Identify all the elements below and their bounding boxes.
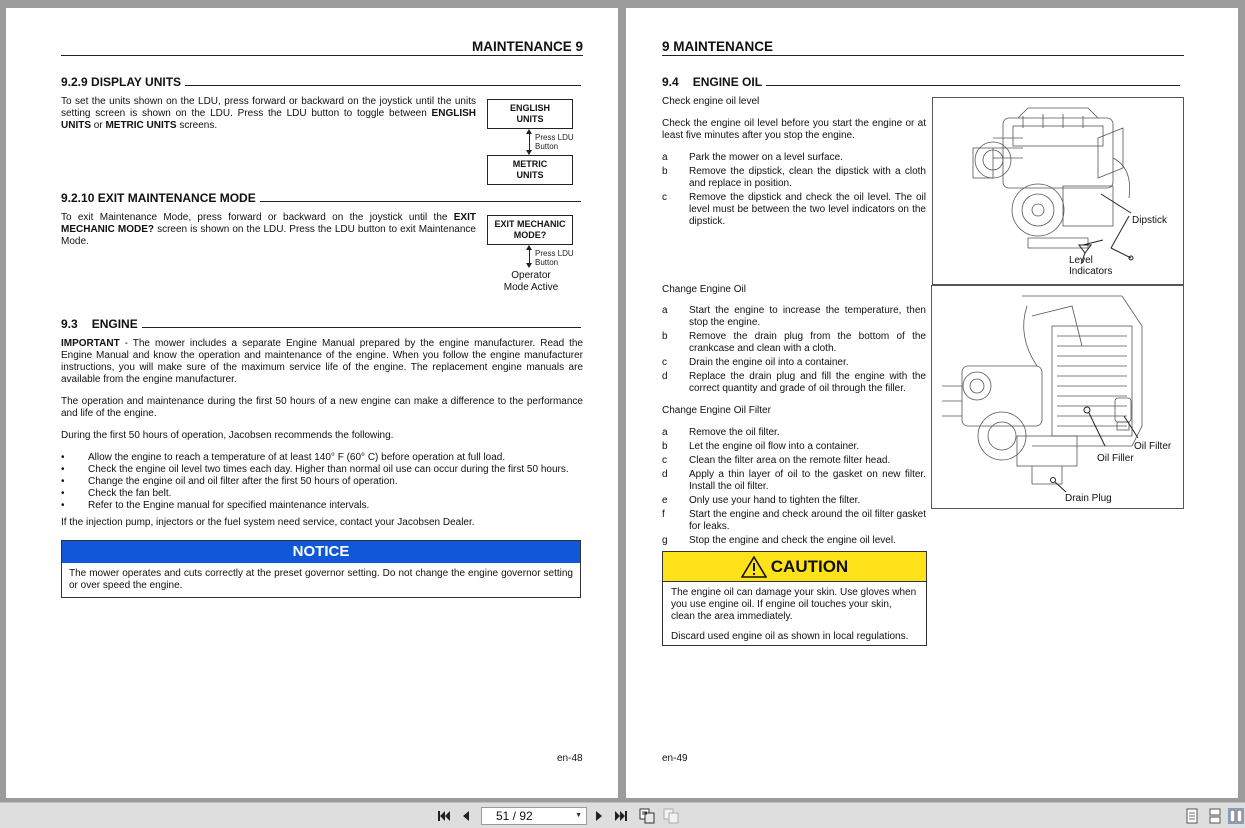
engine-para-4: If the injection pump, injectors or the fuel system need service, contact your Jacobsen Dealer. bbox=[61, 517, 475, 528]
check-oil-intro: Check the engine oil level before you start the engine or at least five minutes after you stop the engine. bbox=[662, 118, 926, 141]
caution-text-1: The engine oil can damage your skin. Use gloves when you use engine oil. If engine oil touches your skin, clean the area immediately. bbox=[671, 587, 917, 622]
first-page-icon bbox=[437, 810, 451, 822]
two-page-view-button[interactable] bbox=[1228, 808, 1244, 824]
continuous-view-button[interactable] bbox=[1207, 808, 1223, 824]
chevron-down-icon: ▼ bbox=[575, 812, 582, 819]
engine-dipstick-figure bbox=[932, 97, 1184, 285]
notice-body: The mower operates and cuts correctly at the preset governor setting. Do not change the engine governor setting or over speed the engine. bbox=[69, 568, 573, 591]
caution-text-2: Discard used engine oil as shown in local regulations. bbox=[671, 631, 909, 642]
section-title-exit-maintenance: 9.2.10 EXIT MAINTENANCE MODE bbox=[61, 191, 581, 205]
copy-disabled-icon bbox=[663, 808, 679, 824]
prev-page-icon bbox=[461, 810, 471, 822]
notice-box bbox=[61, 540, 581, 598]
engine-para-3: During the first 50 hours of operation, Jacobsen recommends the following. bbox=[61, 430, 394, 441]
oil-filter-label: Oil Filter bbox=[1134, 441, 1172, 452]
single-page-view-button[interactable] bbox=[1184, 808, 1200, 824]
change-oil-steps bbox=[662, 305, 926, 397]
right-page bbox=[626, 8, 1238, 798]
caution-body bbox=[663, 582, 926, 656]
list-item: • Refer to the Engine manual for specified maintenance intervals. bbox=[61, 500, 370, 511]
list-item: b Remove the dipstick, clean the dipstick with a cloth and replace in position. bbox=[662, 166, 926, 189]
change-oil-heading: Change Engine Oil bbox=[662, 284, 746, 295]
list-item: d Replace the drain plug and fill the engine with the correct quantity and grade of oil through the filler. bbox=[662, 371, 926, 394]
next-page-button[interactable] bbox=[591, 808, 607, 824]
operator-mode-active-label: Operator Mode Active bbox=[503, 270, 559, 293]
list-item: • Change the engine oil and oil filter after the first 50 hours of operation. bbox=[61, 476, 398, 487]
copy-button[interactable] bbox=[639, 808, 655, 824]
section-title-engine: 9.3 ENGINE bbox=[61, 317, 581, 331]
copy-icon bbox=[639, 808, 655, 824]
viewer-toolbar bbox=[0, 802, 1245, 828]
page-indicator-value: 51 / 92 bbox=[496, 809, 533, 823]
list-item: e Only use your hand to tighten the filter. bbox=[662, 495, 861, 506]
dipstick-label: Dipstick bbox=[1132, 215, 1168, 226]
caution-title: CAUTION bbox=[770, 556, 849, 576]
continuous-view-icon bbox=[1209, 808, 1221, 824]
two-page-view-icon bbox=[1229, 809, 1243, 823]
level-indicators-label: Level Indicators bbox=[1069, 255, 1113, 277]
list-item: c Drain the engine oil into a container. bbox=[662, 357, 849, 368]
page-number: en-49 bbox=[662, 753, 688, 764]
section-title-engine-oil: 9.4 ENGINE OIL bbox=[662, 75, 1180, 89]
notice-title: NOTICE bbox=[62, 541, 580, 563]
caution-box bbox=[662, 551, 927, 646]
single-page-view-icon bbox=[1186, 808, 1198, 824]
change-filter-heading: Change Engine Oil Filter bbox=[662, 405, 771, 416]
list-item: c Remove the dipstick and check the oil level. The oil level must be between the two level indicators on the dipstick. bbox=[662, 192, 926, 227]
header-rule bbox=[662, 55, 1184, 56]
flow-arrow-up bbox=[526, 129, 532, 134]
drain-plug-label: Drain Plug bbox=[1065, 493, 1112, 504]
header-rule bbox=[61, 55, 583, 56]
warning-triangle-icon bbox=[741, 556, 767, 578]
page-indicator-select[interactable] bbox=[481, 807, 587, 825]
exit-mechanic-mode-box: EXIT MECHANIC MODE? bbox=[487, 215, 573, 245]
exit-maintenance-text: To exit Maintenance Mode, press forward or backward on the joystick until the EXIT MECHANIC MODE? screen is shown on the LDU. Press the LDU button to exit Maintenance Mode. bbox=[61, 212, 476, 247]
last-page-icon bbox=[614, 810, 628, 822]
press-ldu-label: Press LDU Button bbox=[535, 249, 574, 267]
left-page bbox=[6, 8, 618, 798]
next-page-icon bbox=[594, 810, 604, 822]
list-item: b Remove the drain plug from the bottom of the crankcase and clean with a cloth. bbox=[662, 331, 926, 354]
engine-para-2: The operation and maintenance during the first 50 hours of a new engine can make a difference to the performance and life of the engine. bbox=[61, 396, 583, 419]
list-item: a Remove the oil filter. bbox=[662, 427, 780, 438]
right-page-header: 9 MAINTENANCE bbox=[662, 39, 774, 54]
copy-disabled-button[interactable] bbox=[663, 808, 679, 824]
list-item: • Allow the engine to reach a temperature of at least 140° F (60° C) before operation at full load. bbox=[61, 452, 506, 463]
display-units-text: To set the units shown on the LDU, press forward or backward on the joystick until the units setting screen is shown on the LDU. Press the LDU button to toggle between ENGLISH UNITS or METRIC UNITS screens. bbox=[61, 96, 476, 131]
list-item: f Start the engine and check around the oil filter gasket for leaks. bbox=[662, 509, 926, 532]
list-item: g Stop the engine and check the engine oil level. bbox=[662, 535, 896, 546]
list-item: d Apply a thin layer of oil to the gasket on new filter. Install the oil filter. bbox=[662, 469, 926, 492]
flow-arrow-down bbox=[526, 263, 532, 268]
engine-illustration-icon bbox=[933, 98, 1184, 285]
list-item: a Park the mower on a level surface. bbox=[662, 152, 843, 163]
oil-filler-label: Oil Filler bbox=[1097, 453, 1134, 464]
prev-page-button[interactable] bbox=[458, 808, 474, 824]
left-page-header: MAINTENANCE 9 bbox=[471, 39, 583, 54]
metric-units-box: METRIC UNITS bbox=[487, 155, 573, 185]
change-filter-steps bbox=[662, 427, 926, 549]
last-page-button[interactable] bbox=[613, 808, 629, 824]
section-title-display-units: 9.2.9 DISPLAY UNITS bbox=[61, 75, 581, 89]
engine-bullet-list bbox=[61, 452, 583, 512]
flow-arrow-up bbox=[526, 245, 532, 250]
list-item: c Clean the filter area on the remote filter head. bbox=[662, 455, 891, 466]
engine-oil-filter-illustration-icon bbox=[932, 286, 1184, 509]
english-units-box: ENGLISH UNITS bbox=[487, 99, 573, 129]
list-item: a Start the engine to increase the temperature, then stop the engine. bbox=[662, 305, 926, 328]
press-ldu-label: Press LDU Button bbox=[535, 133, 574, 151]
check-oil-steps bbox=[662, 152, 926, 230]
list-item: b Let the engine oil flow into a container. bbox=[662, 441, 860, 452]
engine-oil-filter-figure bbox=[931, 285, 1184, 509]
list-item: • Check the fan belt. bbox=[61, 488, 172, 499]
first-page-button[interactable] bbox=[436, 808, 452, 824]
check-oil-heading: Check engine oil level bbox=[662, 96, 760, 107]
engine-important-text: IMPORTANT - The mower includes a separate Engine Manual prepared by the engine manufacturer. Read the Engine Manual and know the operation and maintenance of the engine. When you follow the engine manufacturer instructions, you will make sure of the maximum service life of the engine. The replacement engine manuals are available from the engine manufacturer. bbox=[61, 338, 583, 385]
caution-header bbox=[663, 552, 926, 582]
page-number: en-48 bbox=[557, 753, 583, 764]
list-item: • Check the engine oil level two times each day. Higher than normal oil use can occur during the first 50 hours. bbox=[61, 464, 569, 475]
